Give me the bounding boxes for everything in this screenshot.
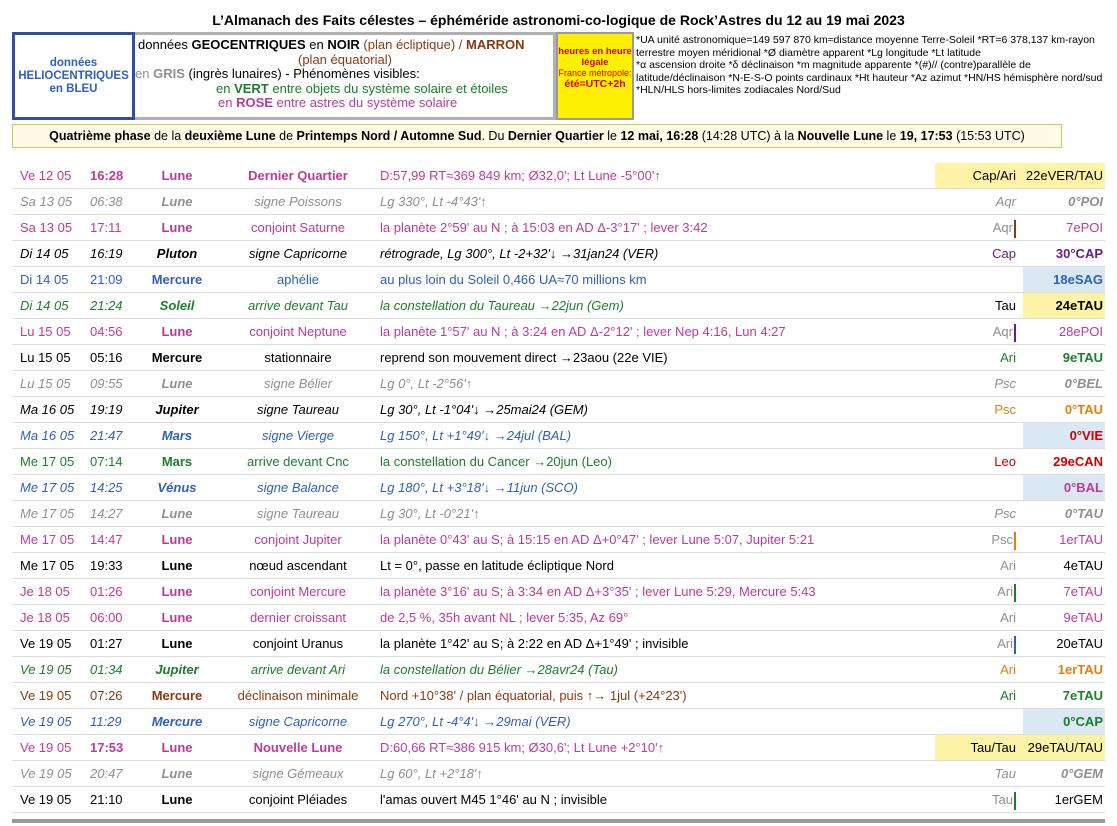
legend-text: VERT	[234, 80, 269, 96]
phase-text: de la	[150, 129, 185, 143]
cell-geo-sign: Leo	[994, 454, 1016, 469]
legend-text: en	[135, 66, 154, 81]
table-row	[12, 579, 1105, 605]
cell-geo-sign: Psc	[994, 402, 1016, 417]
cell-helio-position: 0°POI	[1068, 194, 1103, 209]
cell-geo-sign: Ari	[1000, 350, 1016, 365]
legend-abbreviations	[636, 32, 1116, 120]
phase-text: . Du	[481, 129, 508, 143]
legend-local-time	[556, 32, 634, 120]
legend-text: en	[305, 37, 328, 52]
cell-date: Ve 19 05	[20, 714, 72, 729]
cell-date: Me 17 05	[20, 532, 75, 547]
table-row	[12, 371, 1105, 397]
table-row	[12, 241, 1105, 267]
legend-text: GEOCENTRIQUES	[191, 37, 306, 52]
phase-text: Dernier Quartier	[507, 129, 604, 143]
cell-date: Ve 19 05	[20, 662, 72, 677]
cell-geo-sign: Cap/Ari	[935, 163, 1023, 188]
table-row	[12, 475, 1105, 501]
cell-description: Lg 30°, Lt -0°21'↑	[380, 506, 480, 521]
cell-event: signe Capricorne	[248, 246, 348, 261]
cell-geo-sign: Tau	[994, 766, 1016, 781]
cell-time: 21:09	[90, 272, 123, 287]
cell-description: Lt = 0°, passe en latitude écliptique Nord	[380, 558, 614, 573]
cell-description: Nord +10°38' / plan équatorial, puis ↑→ 1jul (+24°23')	[380, 688, 687, 703]
cell-event: Dernier Quartier	[248, 168, 348, 183]
cell-helio-position: 0°GEM	[1060, 766, 1103, 781]
cell-event: conjoint Saturne	[251, 220, 345, 235]
cell-time: 06:38	[90, 194, 123, 209]
cell-body: Pluton	[156, 246, 198, 261]
cell-event: signe Taureau	[257, 402, 339, 417]
legend-text: (plan écliptique) /	[359, 37, 467, 52]
cell-date: Ve 19 05	[20, 740, 72, 755]
cell-time: 14:25	[90, 480, 123, 495]
cell-date: Ve 19 05	[20, 688, 72, 703]
cell-geo-sign	[935, 423, 1023, 448]
cell-body: Lune	[161, 324, 193, 339]
cell-event: conjoint Jupiter	[254, 532, 342, 547]
cell-time: 01:34	[90, 662, 123, 677]
cell-event: signe Bélier	[264, 376, 332, 391]
legend-text: NOIR	[327, 37, 360, 52]
cell-geo-sign: Ari	[1000, 610, 1016, 625]
cell-date: Lu 15 05	[20, 324, 71, 339]
cell-time: 07:26	[90, 688, 123, 703]
cell-helio-position: 0°BAL	[1023, 475, 1105, 500]
legend-line-5	[138, 96, 550, 111]
legend-text: données	[138, 37, 192, 52]
cell-description: au plus loin du Soleil 0,466 UA≈70 millions km	[380, 272, 647, 287]
cell-body: Lune	[161, 584, 193, 599]
cell-description: la planète 1°57' au N ; à 3:24 en AD Δ-2°12' ; lever Nep 4:16, Lun 4:27	[380, 324, 786, 339]
cell-date: Di 14 05	[20, 272, 69, 287]
cell-helio-position: 7eTAU	[1062, 688, 1103, 703]
cell-description: la constellation du Taureau →22jun (Gem)	[380, 298, 624, 313]
cell-helio-position: 22eVER/TAU	[1023, 163, 1105, 188]
cell-description: l'amas ouvert M45 1°46' au N ; invisible	[380, 792, 607, 807]
cell-body: Lune	[161, 376, 193, 391]
cell-body: Soleil	[159, 298, 195, 313]
cell-body: Vénus	[157, 480, 197, 495]
cell-helio-position: 18eSAG	[1023, 267, 1105, 292]
cell-date: Ve 19 05	[20, 766, 72, 781]
cell-description: la planète 1°42' au S; à 2:22 en AD Δ+1°49' ; invisible	[380, 636, 689, 651]
cell-body: Lune	[161, 220, 193, 235]
cell-date: Lu 15 05	[20, 350, 71, 365]
cell-description: D:60,66 RT≈386 915 km; Ø30,6'; Lt Lune +2°10'↑	[380, 740, 665, 755]
parallel-marker-bar	[1014, 532, 1016, 550]
cell-date: Ve 12 05	[20, 168, 72, 183]
legend-text: entre objets du système solaire et étoiles	[268, 80, 508, 96]
cell-date: Me 17 05	[20, 558, 75, 573]
parallel-marker-bar	[1014, 324, 1016, 342]
table-row	[12, 735, 1105, 761]
phase-text: Quatrième phase	[49, 129, 151, 143]
cell-helio-position: 29eTAU/TAU	[1023, 735, 1105, 760]
table-row	[12, 631, 1105, 657]
cell-helio-position: 0°TAU	[1064, 402, 1103, 417]
cell-helio-position: 29eCAN	[1053, 454, 1103, 469]
cell-geo-sign: Tau	[935, 787, 1023, 812]
table-row	[12, 293, 1105, 319]
cell-body: Lune	[161, 792, 193, 807]
cell-body: Lune	[161, 506, 193, 521]
cell-event: nœud ascendant	[249, 558, 347, 573]
cell-description: Lg 0°, Lt -2°56'↑	[380, 376, 473, 391]
cell-helio-position: 20eTAU	[1056, 636, 1103, 651]
phase-text: (15:53 UTC)	[952, 129, 1025, 143]
cell-time: 21:24	[90, 298, 123, 313]
cell-helio-position: 0°CAP	[1023, 709, 1105, 734]
cell-body: Mars	[161, 454, 193, 469]
cell-event: signe Gémeaux	[252, 766, 344, 781]
cell-event: signe Vierge	[261, 428, 335, 443]
legend-text: ROSE	[236, 95, 273, 110]
phase-text: 19, 17:53	[899, 129, 953, 143]
table-row	[12, 319, 1105, 345]
cell-body: Lune	[161, 194, 193, 209]
cell-description: la planète 3°16' au S; à 3:34 en AD Δ+3°35' ; lever Lune 5:29, Mercure 5:43	[380, 584, 816, 599]
cell-time: 11:29	[90, 714, 122, 729]
cell-geo-sign: Ari	[1000, 558, 1016, 573]
cell-date: Di 14 05	[20, 298, 69, 313]
table-bottom-border	[12, 819, 1105, 823]
parallel-marker-bar	[1014, 584, 1016, 602]
phase-text: de	[275, 129, 297, 143]
cell-geo-sign: Psc	[994, 506, 1016, 521]
cell-body: Jupiter	[155, 662, 199, 677]
cell-description: la planète 0°43' au S; à 15:15 en AD Δ+0°47' ; lever Lune 5:07, Jupiter 5:21	[380, 532, 815, 547]
legend-abbr-line: *UA unité astronomique=149 597 870 km≈distance moyenne Terre-Soleil *RT=6 378,137 km-rayon terrestre moyen méridional *Ø diamètre apparent *Lg longitude *Lt latitude	[636, 34, 1095, 59]
legend-text: entre astres du système solaire	[272, 95, 458, 110]
page-title: L’Almanach des Faits célestes – éphéméride astronomi-co-logique de Rock’Astres du 12 au 19 mai 2023	[212, 12, 905, 28]
legend-line-3	[135, 67, 550, 82]
moon-phase-banner	[12, 124, 1062, 148]
cell-helio-position: 1erTAU	[1057, 662, 1103, 677]
cell-geo-sign: Ari	[935, 631, 1023, 656]
legend-text: heures en heure légale	[558, 46, 632, 68]
cell-time: 21:10	[90, 792, 123, 807]
cell-time: 16:28	[90, 168, 124, 183]
cell-time: 09:55	[90, 376, 123, 391]
parallel-marker-bar	[1014, 636, 1016, 654]
cell-helio-position: 9eTAU	[1062, 350, 1103, 365]
table-row	[12, 267, 1105, 293]
cell-geo-sign	[935, 267, 1023, 292]
cell-date: Sa 13 05	[20, 220, 73, 235]
cell-description: la constellation du Bélier →28avr24 (Tau)	[380, 662, 618, 677]
cell-geo-sign: Ari	[935, 579, 1023, 604]
cell-helio-position: 9eTAU	[1063, 610, 1103, 625]
legend-text: en	[218, 95, 237, 110]
cell-geo-sign	[935, 709, 1023, 734]
cell-description: rétrograde, Lg 300°, Lt -2+32'↓ →31jan24 (VER)	[380, 246, 659, 261]
legend-text: été=UTC+2h	[564, 78, 626, 90]
cell-date: Sa 13 05	[20, 194, 73, 209]
cell-geo-sign: Psc	[994, 376, 1016, 391]
cell-date: Di 14 05	[20, 246, 69, 261]
cell-body: Lune	[161, 766, 193, 781]
cell-event: conjoint Mercure	[249, 584, 347, 599]
table-row	[12, 345, 1105, 371]
phase-text: Printemps Nord / Automne Sud	[296, 129, 482, 143]
legend-text: en	[216, 80, 235, 96]
cell-time: 06:00	[90, 610, 123, 625]
cell-helio-position: 7ePOI	[1066, 220, 1103, 235]
cell-description: Lg 270°, Lt -4°4'↓ →29mai (VER)	[380, 714, 571, 729]
table-row	[12, 553, 1105, 579]
cell-description: Lg 330°, Lt -4°43'↑	[380, 194, 487, 209]
cell-body: Lune	[161, 740, 193, 755]
cell-body: Jupiter	[155, 402, 199, 417]
cell-event: dernier croissant	[249, 610, 347, 625]
cell-description: la planète 2°59' au N ; à 15:03 en AD Δ-3°17' ; lever 3:42	[380, 220, 708, 235]
cell-date: Ve 19 05	[20, 636, 72, 651]
table-row	[12, 709, 1105, 735]
cell-helio-position: 0°TAU	[1064, 506, 1103, 521]
cell-helio-position: 4eTAU	[1063, 558, 1103, 573]
cell-event: conjoint Pléiades	[248, 792, 348, 807]
cell-date: Je 18 05	[20, 610, 70, 625]
cell-geo-sign: Ari	[1000, 662, 1016, 677]
cell-time: 14:27	[90, 506, 123, 521]
cell-body: Mercure	[151, 688, 203, 703]
legend-text: MARRON	[466, 37, 525, 52]
phase-text: (14:28 UTC) à la	[698, 129, 798, 143]
table-row	[12, 657, 1105, 683]
table-row	[12, 397, 1105, 423]
cell-body: Mercure	[151, 714, 203, 729]
cell-geo-sign	[935, 475, 1023, 500]
cell-description: Lg 30°, Lt -1°04'↓ →25mai24 (GEM)	[380, 402, 588, 417]
legend-text: GRIS	[153, 66, 185, 81]
cell-date: Ma 16 05	[20, 402, 75, 417]
cell-geo-sign: Tau/Tau	[935, 735, 1023, 760]
cell-time: 07:14	[90, 454, 123, 469]
cell-geo-sign: Aqr	[995, 194, 1016, 209]
cell-event: aphélie	[277, 272, 319, 287]
phase-text: deuxième Lune	[184, 129, 276, 143]
cell-event: déclinaison minimale	[237, 688, 359, 703]
cell-time: 17:53	[90, 740, 124, 755]
cell-body: Lune	[161, 610, 193, 625]
cell-description: Lg 180°, Lt +3°18'↓ →11jun (SCO)	[380, 480, 578, 495]
cell-body: Lune	[161, 168, 193, 183]
cell-event: signe Taureau	[257, 506, 339, 521]
cell-date: Me 17 05	[20, 480, 75, 495]
cell-event: conjoint Neptune	[249, 324, 347, 339]
cell-helio-position: 0°BEL	[1064, 376, 1103, 391]
cell-description: de 2,5 %, 35h avant NL ; lever 5:35, Az 69°	[380, 610, 629, 625]
cell-time: 14:47	[90, 532, 123, 547]
phase-text: 12 mai, 16:28	[620, 129, 699, 143]
legend-text: (ingrès lunaires) - Phénomènes visibles:	[184, 66, 420, 81]
legend-heliocentric: données HELIOCENTRIQUES en BLEU	[12, 32, 135, 120]
cell-date: Ma 16 05	[20, 428, 75, 443]
cell-event: arrive devant Ari	[250, 662, 346, 677]
parallel-marker-bar	[1014, 792, 1016, 810]
table-row	[12, 761, 1105, 787]
table-row	[12, 501, 1105, 527]
cell-time: 01:27	[90, 636, 123, 651]
cell-description: reprend son mouvement direct →23aou (22e VIE)	[380, 350, 668, 365]
cell-helio-position: 7eTAU	[1063, 584, 1103, 599]
cell-geo-sign: Aqr	[935, 215, 1023, 240]
cell-event: signe Poissons	[254, 194, 342, 209]
cell-description: D:57,99 RT≈369 849 km; Ø32,0'; Lt Lune -5°00'↑	[380, 168, 661, 183]
legend-line-4	[138, 82, 550, 97]
legend-text: France métropole:	[558, 68, 632, 78]
cell-date: Me 17 05	[20, 506, 75, 521]
cell-event: Nouvelle Lune	[253, 740, 343, 755]
cell-time: 05:16	[90, 350, 123, 365]
cell-event: signe Capricorne	[248, 714, 348, 729]
cell-body: Mercure	[151, 350, 203, 365]
cell-description: la constellation du Cancer →20jun (Leo)	[380, 454, 612, 469]
phase-text: le	[883, 129, 900, 143]
cell-body: Mercure	[151, 272, 203, 287]
table-row	[12, 787, 1105, 813]
cell-time: 21:47	[90, 428, 123, 443]
cell-geo-sign: Tau	[995, 298, 1016, 313]
cell-body: Lune	[161, 636, 193, 651]
phase-text: Nouvelle Lune	[797, 129, 884, 143]
cell-event: arrive devant Tau	[248, 298, 348, 313]
cell-date: Je 18 05	[20, 584, 70, 599]
cell-helio-position: 1erGEM	[1054, 792, 1103, 807]
cell-time: 04:56	[90, 324, 123, 339]
cell-geo-sign: Aqr	[935, 319, 1023, 344]
table-row	[12, 163, 1105, 189]
cell-event: conjoint Uranus	[252, 636, 344, 651]
cell-helio-position: 28ePOI	[1058, 324, 1103, 339]
cell-date: Me 17 05	[20, 454, 75, 469]
table-row	[12, 605, 1105, 631]
table-row	[12, 527, 1105, 553]
cell-time: 19:33	[90, 558, 123, 573]
table-row	[12, 215, 1105, 241]
cell-description: Lg 150°, Lt +1°49'↓ →24jul (BAL)	[380, 428, 572, 443]
cell-event: signe Balance	[257, 480, 339, 495]
table-row	[12, 423, 1105, 449]
cell-time: 17:11	[90, 220, 122, 235]
cell-time: 16:19	[90, 246, 123, 261]
ephemeris-table	[12, 163, 1105, 813]
cell-geo-sign: Ari	[1000, 688, 1016, 703]
cell-helio-position: 30°CAP	[1055, 246, 1103, 261]
cell-body: Lune	[161, 532, 193, 547]
cell-helio-position: 0°VIE	[1023, 423, 1105, 448]
cell-helio-position: 1erTAU	[1059, 532, 1103, 547]
table-row	[12, 683, 1105, 709]
cell-date: Lu 15 05	[20, 376, 71, 391]
phase-text: le	[603, 129, 621, 143]
legend-geocentric	[135, 32, 556, 120]
cell-geo-sign: Psc	[935, 527, 1023, 552]
cell-body: Mars	[161, 428, 193, 443]
cell-event: stationnaire	[264, 350, 332, 365]
cell-time: 19:19	[90, 402, 123, 417]
legend-line-2: (plan équatorial)	[298, 51, 392, 67]
legend-abbr-line: *α ascension droite *δ déclinaison *m magnitude apparente *(#)// (contre)parallèle de latitude/déclinaison *N-E-S-O points cardinaux *Ht hauteur *Az azimut *HN/HS hémisphère nord/sud	[636, 59, 1103, 84]
legend-line-1	[138, 38, 550, 53]
legend-abbr-line: *HLN/HLS hors-limites zodiacales Nord/Sud	[636, 84, 841, 97]
cell-date: Ve 19 05	[20, 792, 72, 807]
cell-body: Lune	[161, 558, 193, 573]
cell-time: 01:26	[90, 584, 123, 599]
parallel-marker-bar	[1014, 220, 1016, 238]
table-row	[12, 189, 1105, 215]
cell-helio-position: 24eTAU	[1023, 293, 1105, 318]
table-row	[12, 449, 1105, 475]
cell-description: Lg 60°, Lt +2°18'↑	[380, 766, 483, 781]
cell-time: 20:47	[90, 766, 123, 781]
cell-event: arrive devant Cnc	[247, 454, 349, 469]
cell-geo-sign: Cap	[992, 246, 1016, 261]
